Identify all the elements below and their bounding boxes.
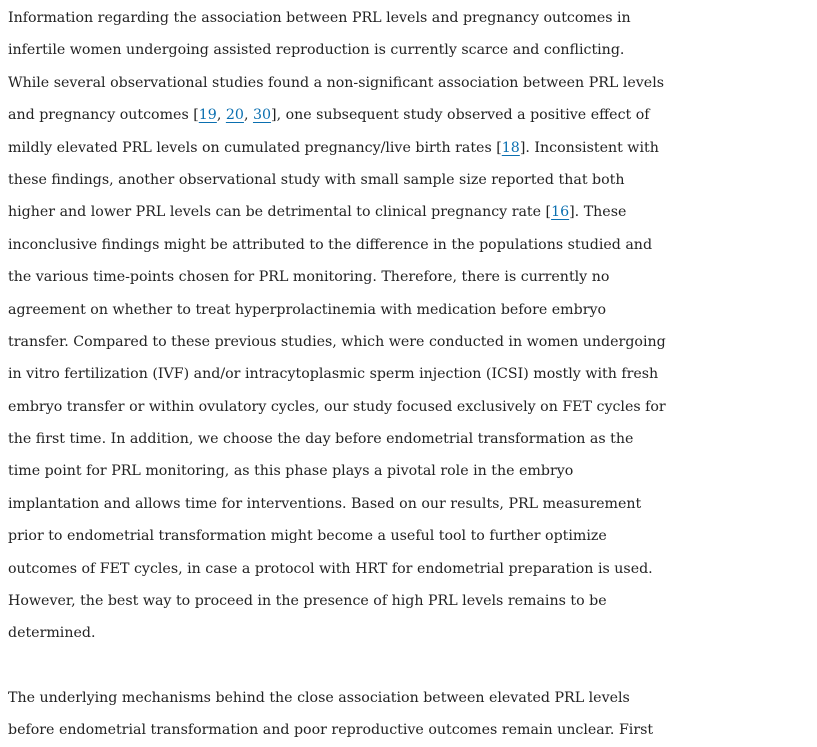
text-segment: ], one subsequent study observed a positive effect of — [271, 107, 650, 124]
text-segment: ]. These — [569, 204, 627, 221]
citation-link[interactable]: 20 — [225, 107, 244, 124]
text-line: the first time. In addition, we choose the day before endometrial transformation as the — [8, 431, 634, 448]
text-line: agreement on whether to treat hyperprolactinemia with medication before embryo — [8, 301, 607, 318]
text-line: in vitro fertilization (IVF) and/or intracytoplasmic sperm injection (ICSI) mostly with fresh — [8, 366, 659, 383]
text-segment: and pregnancy outcomes [ — [8, 107, 199, 124]
text-segment: ]. Inconsistent with — [519, 139, 659, 156]
text-line: time point for PRL monitoring, as this phase plays a pivotal role in the embryo — [8, 463, 574, 480]
text-line: infertile women undergoing assisted reproduction is currently scarce and conflicting. — [8, 42, 625, 59]
text-line: determined. — [8, 625, 96, 642]
text-line — [8, 132, 817, 164]
text-line: However, the best way to proceed in the presence of high PRL levels remains to be — [8, 593, 607, 610]
text-line: before endometrial transformation and poor reproductive outcomes remain unclear. First — [8, 722, 654, 739]
citation-link[interactable]: 19 — [198, 107, 217, 124]
text-segment: , — [216, 107, 226, 124]
text-line: embryo transfer or within ovulatory cycles, our study focused exclusively on FET cycles for — [8, 398, 666, 415]
text-segment: mildly elevated PRL levels on cumulated pregnancy/live birth rates [ — [8, 139, 502, 156]
text-line: The underlying mechanisms behind the close association between elevated PRL levels — [8, 689, 630, 706]
citation-link[interactable]: 18 — [501, 139, 520, 156]
text-line — [8, 196, 817, 228]
text-line: implantation and allows time for interventions. Based on our results, PRL measurement — [8, 495, 642, 512]
citation-link[interactable]: 30 — [252, 107, 272, 124]
text-line — [8, 99, 817, 131]
paragraph-mechanisms — [0, 682, 817, 747]
text-segment: , — [243, 107, 253, 124]
text-line: the various time-points chosen for PRL monitoring. Therefore, there is currently no — [8, 269, 610, 286]
text-line: transfer. Compared to these previous studies, which were conducted in women undergoing — [8, 333, 666, 350]
text-line: Information regarding the association between PRL levels and pregnancy outcomes in — [8, 10, 631, 26]
text-segment: higher and lower PRL levels can be detrimental to clinical pregnancy rate [ — [8, 204, 552, 221]
text-line: outcomes of FET cycles, in case a protocol with HRT for endometrial preparation is used. — [8, 560, 653, 577]
text-line: these findings, another observational study with small sample size reported that both — [8, 171, 625, 188]
text-line: prior to endometrial transformation might become a useful tool to further optimize — [8, 528, 607, 545]
text-line: inconclusive findings might be attributed to the difference in the populations studied and — [8, 236, 653, 253]
text-line: While several observational studies found a non-significant association between PRL levels — [8, 74, 665, 91]
citation-link[interactable]: 16 — [551, 204, 570, 221]
